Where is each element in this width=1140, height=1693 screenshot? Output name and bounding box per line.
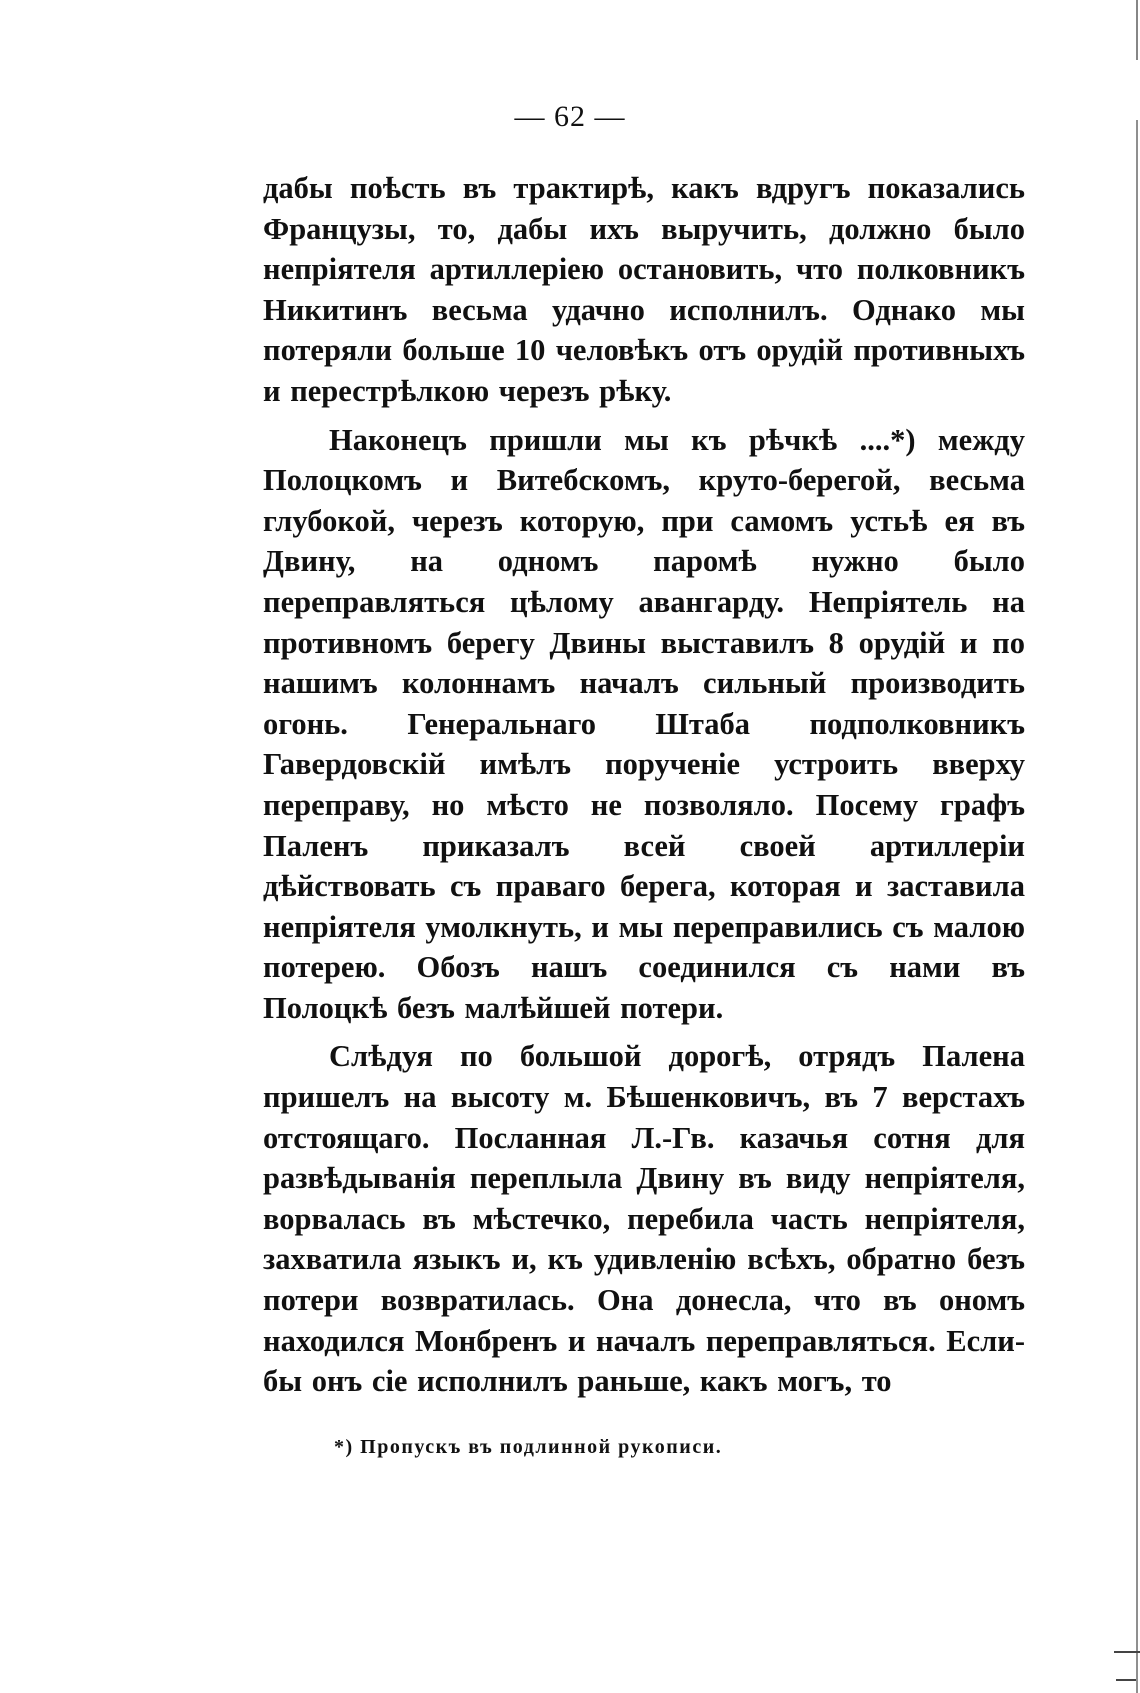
paragraph: Наконецъ пришли мы къ рѣчкѣ ....*) между Полоцкомъ и Витебскомъ, круто-берегой, весьма глубокой, черезъ которую, при самомъ устьѣ ея въ Двину, на одномъ паромѣ нужно было переправляться цѣлому авангарду. Непріятель на противномъ берегу Двины выставилъ 8 орудій и по нашимъ колоннамъ началъ сильный производить огонь. Генеральнаго Штаба подполковникъ Гавердовскій имѣлъ порученіе устроить вверху переправу, но мѣсто не позволяло. Посему графъ Паленъ приказалъ всей своей артиллеріи дѣйствовать съ праваго берега, которая и заставила непріятеля умолкнуть, и мы переправились съ малою потерею. Обозъ нашъ соединился съ нами въ Полоцкѣ безъ малѣйшей потери. — [263, 422, 1025, 1025]
scan-artifact-mark — [1114, 1651, 1140, 1653]
footnote: *) Пропускъ въ подлинной рукописи. — [334, 1436, 723, 1458]
body-text — [263, 168, 1025, 1402]
paragraph: Слѣдуя по большой дорогѣ, отрядъ Палена пришелъ на высоту м. Бѣшенковичъ, въ 7 верстахъ отстоящаго. Посланная Л.-Гв. казачья сотня для развѣдыванія переплыла Двину въ виду непріятеля, ворвалась въ мѣстечко, перебила часть непріятеля, захватила языкъ и, къ удивленію всѣхъ, обратно безъ потери возвратилась. Она донесла, что въ ономъ находился Монбренъ и началъ переправляться. Если-бы онъ сіе исполнилъ раньше, какъ могъ, то — [263, 1039, 1025, 1399]
scan-edge-line — [1136, 0, 1138, 1693]
scan-artifact-mark — [1116, 1679, 1136, 1681]
paragraph-continuation: дабы поѣсть въ трактирѣ, какъ вдругъ показались Французы, то, дабы ихъ выручить, должно было непріятеля артиллеріею остановить, что полковникъ Никитинъ весьма удачно исполнилъ. Однако мы потеряли больше 10 человѣкъ отъ орудій противныхъ и перестрѣлкою черезъ рѣку. — [263, 171, 1025, 408]
page-number: — 62 — — [514, 100, 626, 133]
